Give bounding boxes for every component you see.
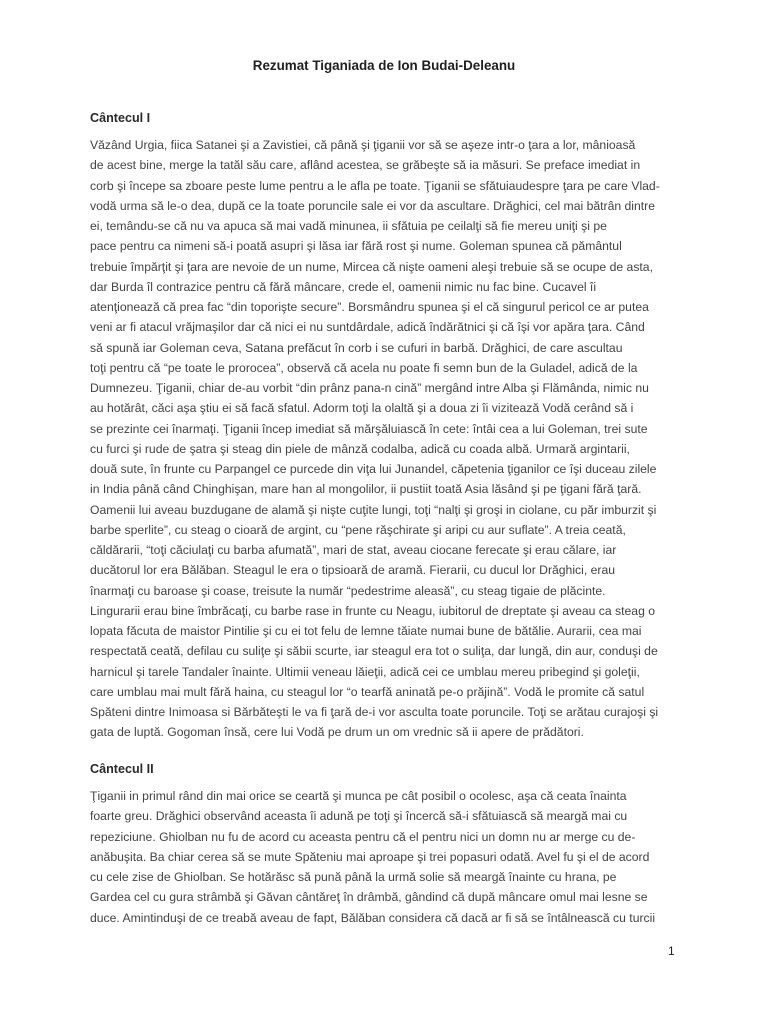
text-line: veni ar fi atacul vrăjmaşilor dar că nici ei nu suntdârdale, adică îndărătnici şi că îşi vor apăra ţara. Când <box>90 320 645 335</box>
section-body-cantecul-i <box>90 135 690 743</box>
text-line: se prezinte cei înarmaţi. Ţiganii încep imediat să mărşăluiască în cete: întâi cea a lui Goleman, trei sute <box>90 421 648 436</box>
text-line: dar Burda îl contrazice pentru că fără mâncare, crede el, oamenii nimic nu fac bine. Cucavel îi <box>90 279 597 294</box>
text-line: au hotărât, căci aşa ştiu ei să facă sfatul. Adorm toţi la olaltă şi a doua zi îi vizitează Vodă cerând să i <box>90 401 634 416</box>
text-line: pace pentru ca nimeni să-i poată asupri şi lăsa iar fără rost şi nume. Goleman spunea că pământul <box>90 239 622 254</box>
text-line: Lingurarii erau bine îmbrăcaţi, cu barbe rase in frunte cu Neagu, iubitorul de dreptate şi aveau ca steag o <box>90 603 656 618</box>
text-line: gata de luptă. Gogoman însă, cere lui Vodă pe drum un om vrednic să ii apere de prădători. <box>90 725 584 740</box>
text-line: Oamenii lui aveau buzdugane de alamă şi nişte cuţite lungi, toţi “nalţi şi groşi in ciolane, cu păr imburzit şi <box>90 502 657 517</box>
text-line: atenţionează că prea fac “din toporişte secure”. Borsmândru spunea şi el că singurul pericol ce ar putea <box>90 300 649 314</box>
section-heading-cantecul-ii: Cântecul II <box>90 762 154 776</box>
text-line: înarmaţi cu baroase şi coase, treisute la număr “pedestrime aleasă”, cu steag tigaie de plăcinte. <box>90 583 606 598</box>
text-line: foarte greu. Drăghici observând aceasta îi adună pe toţi şi încercă să-i sfătuiască să meargă mai cu <box>90 809 628 824</box>
text-line: respectată ceată, defilau cu suliţe şi săbii scurte, iar steagul era tot o suliţa, dar lungă, din aur, conduşi de <box>90 644 658 659</box>
text-line: lopata făcuta de maistor Pintilie şi cu ei tot felu de lemne tăiate numai bune de bătălie. Aurarii, cea mai <box>90 624 642 638</box>
text-line: toţi pentru că “pe toate le prorocea”, observă că acela nu poate fi semn bun de la Guladel, adică de la <box>90 360 638 375</box>
text-line: Ţiganii in primul rând din mai orice se ceartă şi munca pe cât posibil o ocolesc, aşa că ceata înainta <box>90 789 627 803</box>
text-line: Văzând Urgia, fiica Satanei şi a Zavistiei, că până şi ţiganii vor să se aşeze intr-o ţara a lor, mânioasă <box>90 138 636 152</box>
text-line: corb şi începe sa zboare peste lume pentru a le afla pe toate. Ţiganii se sfătuiaudespre ţara pe care Vlad- <box>90 178 660 193</box>
text-line: trebuie împărţit şi ţara are nevoie de un nume, Mircea că nişte oameni aleşi trebuie să se ocupe de asta, <box>90 259 653 274</box>
section-heading-cantecul-i: Cântecul I <box>90 111 151 125</box>
text-line: vodă urma să le-o dea, după ce la toate poruncile sale ei vor da ascultare. Drăghici, cel mai bătrân dintre <box>90 198 655 213</box>
page-number: 1 <box>668 944 675 958</box>
text-line: căldărarii, “toţi căciulaţi cu barba afumată”, mari de stat, aveau ciocane ferecate şi erau călare, iar <box>90 543 617 557</box>
document-title: Rezumat Tiganiada de Ion Budai-Deleanu <box>252 58 516 73</box>
text-line: repeziciune. Ghiolban nu fu de acord cu aceasta pentru că el pentru nici un domn nu ar merge cu de- <box>90 829 636 844</box>
text-line: cu cele zise de Ghiolban. Se hotărăsc să pună până la urmă solie să meargă înainte cu hrana, pe <box>90 870 617 884</box>
text-line: anăbuşita. Ba chiar cerea să se mute Spăteniu mai aproape şi trei popasuri odată. Avel fu şi el de acord <box>90 849 650 864</box>
text-line: care umblau mai mult fără haina, cu steagul lor “o tearfă aninată pe-o prăjină”. Vodă le promite că satul <box>90 684 645 699</box>
section-body-cantecul-ii <box>90 786 690 928</box>
text-line: Gardea cel cu gura strâmbă şi Găvan cântăreţ în drâmbă, gândind că după mâncare omul mai lesne se <box>90 890 648 905</box>
text-line: să spună iar Goleman ceva, Satana prefăcut în corb i se cufuri in barbă. Drăghici, de care ascultau <box>90 340 623 355</box>
text-line: duce. Amintinduşi de ce treabă aveau de fapt, Bălăban considera că dacă ar fi să se întâlnească cu turcii <box>90 910 656 925</box>
text-line: ducătorul lor era Bălăban. Steagul le era o tipsioară de aramă. Fierarii, cu ducul lor Drăghici, erau <box>90 563 616 578</box>
text-line: Dumnezeu. Ţiganii, chiar de-au vorbit “din prânz pana-n cină” mergând intre Alba şi Flămânda, nimic nu <box>90 381 649 395</box>
text-line: două sute, în frunte cu Parpangel ce purcede din viţa lui Junandel, căpetenia ţiganilor ce îşi duceau zilele <box>90 462 657 476</box>
text-line: cu furci şi rude de şatra şi steag din piele de mânză codalba, adică cu coada albă. Urmară argintarii, <box>90 441 630 456</box>
text-line: barbe sperlite”, cu steag o cioară de argint, cu “pene răşchirate şi aripi cu aur suflate”. A treia ceată, <box>90 522 626 537</box>
text-line: ei, temându-se că nu va apuca să mai vadă minunea, ii sfătuia pe ceilalţi să fie mereu uniţi şi pe <box>90 219 607 233</box>
text-line: de acest bine, merge la tatăl său care, aflând acestea, se grăbeşte să ia măsuri. Se preface imediat in <box>90 158 641 173</box>
text-line: Spăteni dintre Inimoasa si Bărbăteşti le va fi ţară de-i vor asculta toate poruncile. Toţi se arătau curajoşi şi <box>90 705 659 719</box>
text-line: in India până când Chinghişan, mare han al mongolilor, ii pustiit toată Asia lăsând şi pe ţigani fără ţară. <box>90 482 642 497</box>
text-line: harnicul şi tarele Tandaler înainte. Ultimii veneau lăieţii, adică cei ce umblau mereu pribegind şi goleţii, <box>90 664 640 679</box>
